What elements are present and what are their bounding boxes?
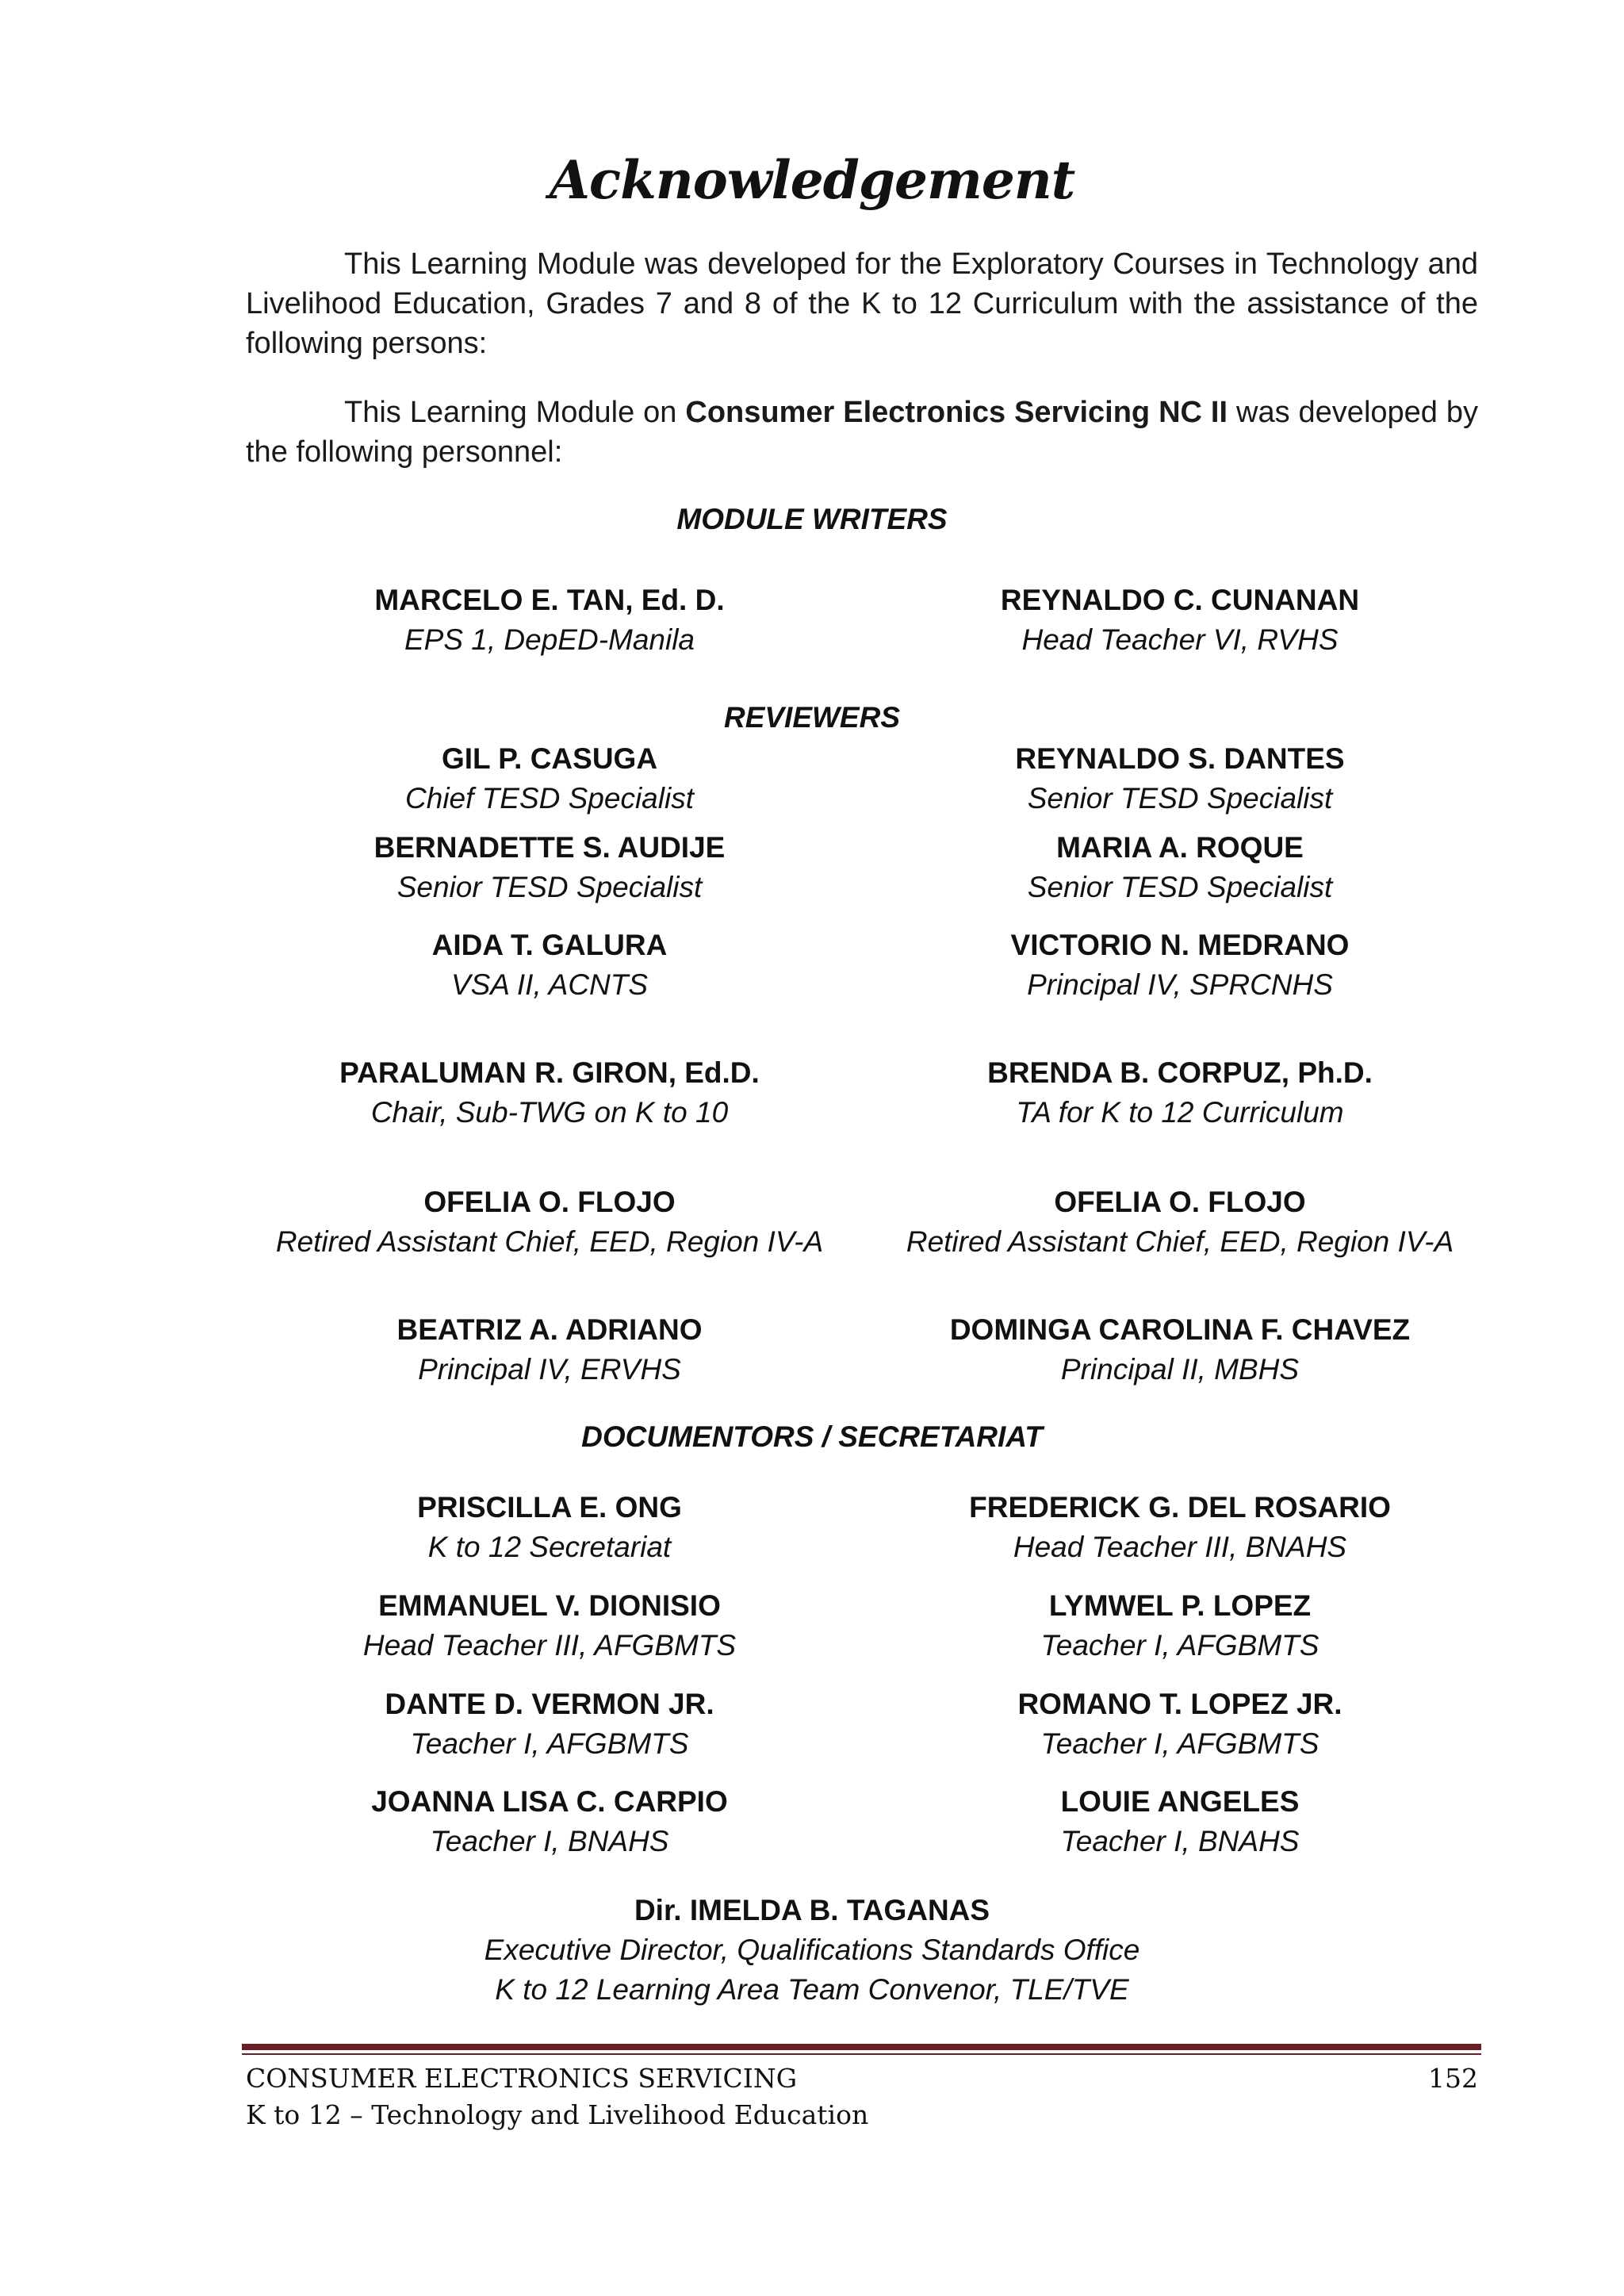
person-name: DANTE D. VERMON JR.: [385, 1688, 714, 1720]
person-role: Teacher I, AFGBMTS: [1040, 1727, 1320, 1760]
reviewer-card: [232, 1182, 867, 1262]
section-heading-reviewers: REVIEWERS: [723, 701, 901, 734]
person-name: LOUIE ANGELES: [1060, 1785, 1300, 1818]
documentor-card: [863, 1782, 1497, 1861]
reviewer-card: [863, 926, 1497, 1005]
documentor-card: [863, 1685, 1497, 1764]
person-name: PARALUMAN R. GIRON, Ed.D.: [339, 1056, 760, 1089]
person-role: Chair, Sub-TWG on K to 10: [370, 1096, 729, 1129]
writer-card: [232, 581, 867, 660]
person-name: OFELIA O. FLOJO: [1054, 1186, 1306, 1218]
person-role: VSA II, ACNTS: [450, 968, 649, 1001]
intro-text-1: This Learning Module was developed for the Exploratory Courses in Technology and Livelihood Education, Grades 7 and 8 of the K to 12 Curriculum with the assistance of the following persons:: [246, 247, 1478, 360]
person-name: ROMANO T. LOPEZ JR.: [1017, 1688, 1342, 1720]
director-role-1: Executive Director, Qualifications Standards Office: [484, 1934, 1140, 1966]
director-card: [0, 1891, 1624, 2010]
person-role: Retired Assistant Chief, EED, Region IV-A: [906, 1225, 1454, 1258]
person-role: Head Teacher III, AFGBMTS: [362, 1629, 737, 1662]
footer-line-2: K to 12 – Technology and Livelihood Education: [246, 2099, 869, 2130]
documentor-card: [232, 1685, 867, 1764]
director-name: Dir. IMELDA B. TAGANAS: [634, 1894, 990, 1926]
director-role-2: K to 12 Learning Area Team Convenor, TLE/TVE: [495, 1973, 1129, 2006]
intro-text-2a: This Learning Module on: [344, 396, 686, 429]
section-heading-module-writers: MODULE WRITERS: [676, 503, 948, 535]
person-role: K to 12 Secretariat: [427, 1531, 672, 1563]
person-role: EPS 1, DepED-Manila: [404, 623, 695, 656]
person-name: VICTORIO N. MEDRANO: [1010, 929, 1350, 961]
person-name: DOMINGA CAROLINA F. CHAVEZ: [949, 1313, 1411, 1346]
person-name: JOANNA LISA C. CARPIO: [371, 1785, 728, 1818]
person-role: Head Teacher VI, RVHS: [1021, 623, 1339, 656]
reviewer-card: [863, 739, 1497, 818]
reviewer-card: [863, 1310, 1497, 1389]
person-name: LYMWEL P. LOPEZ: [1048, 1589, 1312, 1622]
reviewer-card: [232, 1053, 867, 1133]
page-number: 152: [1428, 2063, 1478, 2094]
person-name: REYNALDO S. DANTES: [1015, 742, 1345, 775]
reviewer-card: [863, 828, 1497, 907]
footer-line-1: CONSUMER ELECTRONICS SERVICING: [246, 2063, 798, 2094]
writer-card: [863, 581, 1497, 660]
person-role: Head Teacher III, BNAHS: [1013, 1531, 1347, 1563]
person-name: PRISCILLA E. ONG: [417, 1491, 682, 1524]
person-name: GIL P. CASUGA: [441, 742, 658, 775]
person-name: MARIA A. ROQUE: [1056, 831, 1304, 864]
intro-paragraph-2: [246, 393, 1478, 472]
person-role: Senior TESD Specialist: [1027, 871, 1333, 903]
section-heading-documentors: DOCUMENTORS / SECRETARIAT: [581, 1420, 1043, 1453]
reviewer-card: [232, 739, 867, 818]
person-role: Teacher I, AFGBMTS: [410, 1727, 689, 1760]
intro-text-2b: was developed by the following personnel:: [246, 396, 1479, 469]
person-name: FREDERICK G. DEL ROSARIO: [969, 1491, 1391, 1524]
person-role: Senior TESD Specialist: [1027, 782, 1333, 815]
reviewer-card: [232, 828, 867, 907]
documentor-card: [232, 1488, 867, 1567]
documentor-card: [232, 1586, 867, 1665]
person-name: REYNALDO C. CUNANAN: [1000, 584, 1360, 616]
person-name: AIDA T. GALURA: [431, 929, 668, 961]
person-name: BEATRIZ A. ADRIANO: [396, 1313, 703, 1346]
person-role: Principal II, MBHS: [1060, 1353, 1300, 1386]
person-role: Teacher I, AFGBMTS: [1040, 1629, 1320, 1662]
person-role: Principal IV, SPRCNHS: [1027, 968, 1333, 1001]
reviewer-card: [232, 926, 867, 1005]
person-role: Chief TESD Specialist: [405, 782, 694, 815]
reviewer-card: [863, 1053, 1497, 1133]
intro-paragraph-1: [246, 244, 1478, 363]
footer-text: [246, 2060, 868, 2133]
documentor-card: [232, 1782, 867, 1861]
person-role: Principal IV, ERVHS: [418, 1353, 681, 1386]
module-name: Consumer Electronics Servicing NC II: [685, 396, 1228, 429]
page-title: Acknowledgement: [549, 149, 1075, 211]
footer-divider-thin: [242, 2053, 1481, 2055]
person-role: TA for K to 12 Curriculum: [1016, 1096, 1344, 1129]
person-name: MARCELO E. TAN, Ed. D.: [374, 584, 725, 616]
person-role: Teacher I, BNAHS: [1060, 1825, 1300, 1857]
person-role: Teacher I, BNAHS: [430, 1825, 669, 1857]
footer-divider: [242, 2044, 1481, 2050]
documentor-card: [863, 1586, 1497, 1665]
person-name: EMMANUEL V. DIONISIO: [378, 1589, 721, 1622]
person-name: BERNADETTE S. AUDIJE: [373, 831, 726, 864]
person-role: Senior TESD Specialist: [396, 871, 703, 903]
reviewer-card: [863, 1182, 1497, 1262]
reviewer-card: [232, 1310, 867, 1389]
person-role: Retired Assistant Chief, EED, Region IV-A: [275, 1225, 824, 1258]
documentor-card: [863, 1488, 1497, 1567]
person-name: OFELIA O. FLOJO: [423, 1186, 676, 1218]
person-name: BRENDA B. CORPUZ, Ph.D.: [987, 1056, 1373, 1089]
